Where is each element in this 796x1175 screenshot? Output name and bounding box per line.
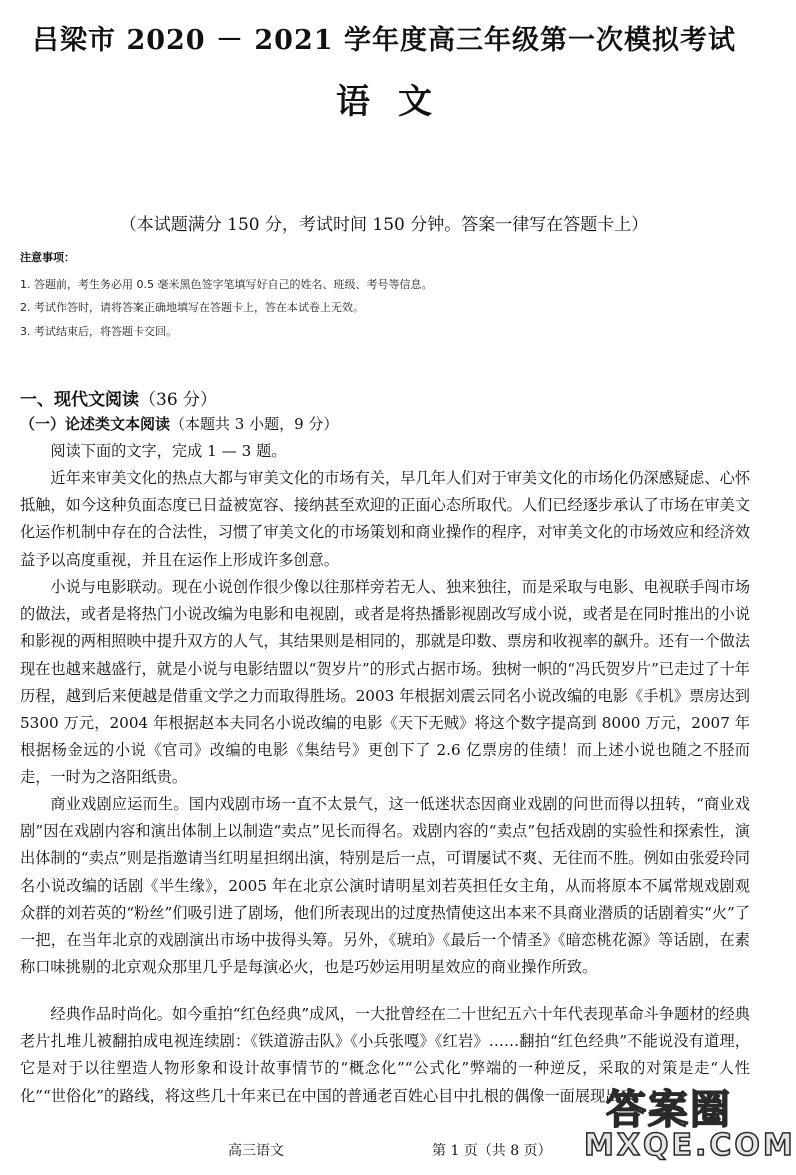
passage-paragraph: 小说与电影联动。现在小说创作很少像以往那样旁若无人、独来独往，而是采取与电影、电视联手闯市场的做法，或者是将热门小说改编为电影和电视剧，或者是将热播影视剧改写成小说，或者是在同时推出的小说和影视的两相照映中提升双方的人气，其结果则是相同的，那就是印数、票房和收视率的飙升。还有一个做法现在也越来越盛行，就是小说与电影结盟以“贺岁片”的形式占据市场。独树一帜的“冯氏贺岁片”已走过了十年历程，越到后来便越是借重文学之力而取得胜场。2003 年根据刘震云同名小说改编的电影《手机》票房达到 5300 万元，2004 年根据赵本夫同名小说改编的电影《天下无贼》将这个数字提高到 8000 万元，2007 年根据杨金远的小说《官司》改编的电影《集结号》更创下了 2.6 亿票房的佳绩！而上述小说也随之不胫而走，一时为之洛阳纸贵。 <box>20 578 750 787</box>
subject-title: 语文 <box>336 82 460 122</box>
subsection-heading-text: （一）论述类文本阅读 <box>20 415 171 433</box>
watermark-domain: MXQE.COM <box>584 1128 796 1163</box>
notice-item: 2. 考试作答时，请将答案正确地填写在答题卡上，答在本试卷上无效。 <box>20 301 364 314</box>
notice-item: 1. 答题前，考生务必用 0.5 毫米黑色签字笔填写好自己的姓名、班级、考号等信息。 <box>20 278 433 291</box>
reading-instruction: 阅读下面的文字，完成 1 — 3 题。 <box>50 442 287 460</box>
footer-subject: 高三语文 <box>228 1143 284 1159</box>
passage-paragraph: 经典作品时尚化。如今重拍“红色经典”成风，一大批曾经在二十世纪五六十年代表现革命斗争题材的经典老片扎堆儿被翻拍成电视连续剧：《铁道游击队》《小兵张嘎》《红岩》……翻拍“红色经典”不能说没有道理，它是对于以往塑造人物形象和设计故事情节的“概念化”“公式化”弊端的一种逆反，采取的对策是走“人性化”“世俗化”的路线，将这些几十年来已在中国的普通老百姓心目中扎根的偶像一面展现出来 <box>20 1005 750 1105</box>
section-heading-text: 一、现代文阅读 <box>20 390 139 410</box>
watermark-logo-text: 答案圈 <box>606 1087 732 1133</box>
notice-title: 注意事项： <box>20 251 75 264</box>
footer-page-number: 第 1 页（共 8 页） <box>432 1143 552 1159</box>
exam-info: （本试题满分 150 分，考试时间 150 分钟。答案一律写在答题卡上） <box>119 215 649 235</box>
subsection-note: （本题共 3 小题，9 分） <box>170 415 339 433</box>
site-watermark <box>584 1078 796 1168</box>
exam-title: 吕梁市 2020 － 2021 学年度高三年级第一次模拟考试 <box>32 25 736 56</box>
notice-item: 3. 考试结束后，将答题卡交回。 <box>20 325 177 338</box>
passage-paragraph: 商业戏剧应运而生。国内戏剧市场一直不太景气，这一低迷状态因商业戏剧的问世而得以扭转，“商业戏剧”因在戏剧内容和演出体制上以制造“卖点”见长而得名。戏剧内容的“卖点”包括戏剧的实验性和探索性，演出体制的“卖点”则是指邀请当红明星担纲出演，特别是后一点，可谓屡试不爽、无往而不胜。例如由张爱玲同名小说改编的话剧《半生缘》，2005 年在北京公演时请明星刘若英担任女主角，从而将原本不属常规戏剧观众群的刘若英的“粉丝”们吸引进了剧场，他们所表现出的过度热情使这出本来不具商业潜质的话剧着实“火”了一把，在当年北京的戏剧演出市场中拔得头筹。另外，《琥珀》《最后一个情圣》《暗恋桃花源》等话剧，在素称口味挑剔的北京观众那里几乎是每演必火，也是巧妙运用明星效应的商业操作所致。 <box>20 795 750 977</box>
section-score: （36 分） <box>139 390 218 410</box>
passage-paragraph: 近年来审美文化的热点大都与审美文化的市场有关，早几年人们对于审美文化的市场化仍深感疑虑、心怀抵触，如今这种负面态度已日益被宽容、接纳甚至欢迎的正面心态所取代。人们已经逐步承认了市场在审美文化运作机制中存在的合法性，习惯了审美文化的市场策划和商业操作的程序，对审美文化的市场效应和经济效益予以高度重视，并且在运作上形成许多创意。 <box>20 469 750 569</box>
subsection-heading-argumentative <box>20 413 338 434</box>
section-heading-modern-reading <box>20 385 217 410</box>
